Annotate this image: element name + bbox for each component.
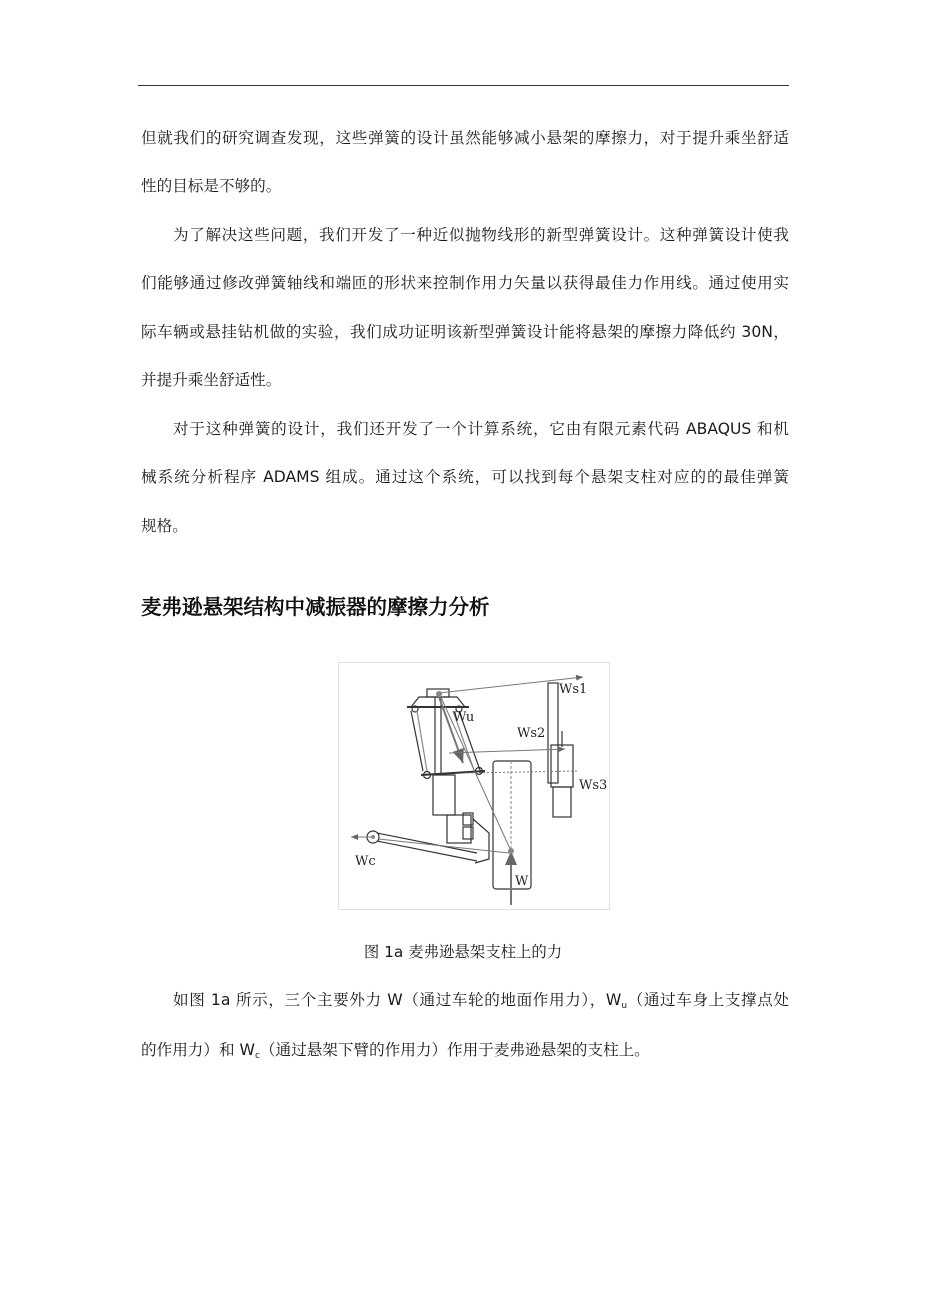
paragraph-4-line-2-a: 的作用力）和 W <box>141 1041 255 1059</box>
header-rule <box>138 85 789 86</box>
subscript-c: c <box>254 1051 260 1061</box>
paragraph-4-line-2 <box>141 1038 650 1062</box>
section-heading: 麦弗逊悬架结构中减振器的摩擦力分析 <box>141 595 490 619</box>
paragraph-2-line-3: 际车辆或悬挂钻机做的实验，我们成功证明该新型弹簧设计能将悬架的摩擦力降低约 30N， <box>141 323 789 341</box>
top-mount-shape <box>411 697 465 707</box>
paragraph-4-line-1 <box>173 988 789 1012</box>
paragraph-2-line-1: 为了解决这些问题，我们开发了一种近似抛物线形的新型弹簧设计。这种弹簧设计使我 <box>173 226 789 244</box>
label-ws1: Ws1 <box>559 682 588 697</box>
figure-1a <box>338 662 610 910</box>
paragraph-2-line-2: 们能够通过修改弹簧轴线和端匝的形状来控制作用力矢量以获得最佳力作用线。通过使用实 <box>141 274 789 292</box>
label-wc: Wc <box>355 854 376 869</box>
label-w: W <box>515 874 529 889</box>
paragraph-1-line-1: 但就我们的研究调查发现，这些弹簧的设计虽然能够减小悬架的摩擦力，对于提升乘坐舒适 <box>141 129 789 147</box>
paragraph-3-line-3: 规格。 <box>141 517 188 535</box>
figure-caption: 图 1a 麦弗逊悬架支柱上的力 <box>363 943 563 961</box>
paragraph-3-line-1: 对于这种弹簧的设计，我们还开发了一个计算系统，它由有限元素代码 ABAQUS 和机 <box>173 420 789 438</box>
label-ws3: Ws3 <box>579 778 608 793</box>
paragraph-4-line-1-a: 如图 1a 所示，三个主要外力 W（通过车轮的地面作用力），W <box>173 991 622 1009</box>
label-ws2: Ws2 <box>517 726 546 741</box>
paragraph-1-line-2: 性的目标是不够的。 <box>141 177 282 195</box>
paragraph-3-line-2: 械系统分析程序 ADAMS 组成。通过这个系统，可以找到每个悬架支柱对应的的最佳弹簧 <box>141 468 789 486</box>
paragraph-4-line-2-b: （通过悬架下臂的作用力）作用于麦弗逊悬架的支柱上。 <box>259 1041 650 1059</box>
subscript-u: u <box>621 1001 628 1011</box>
macpherson-strut-diagram <box>339 663 611 911</box>
paragraph-2-line-4: 并提升乘坐舒适性。 <box>141 371 282 389</box>
paragraph-4-line-1-b: （通过车身上支撑点处 <box>627 991 789 1009</box>
label-wu: Wu <box>453 710 475 725</box>
